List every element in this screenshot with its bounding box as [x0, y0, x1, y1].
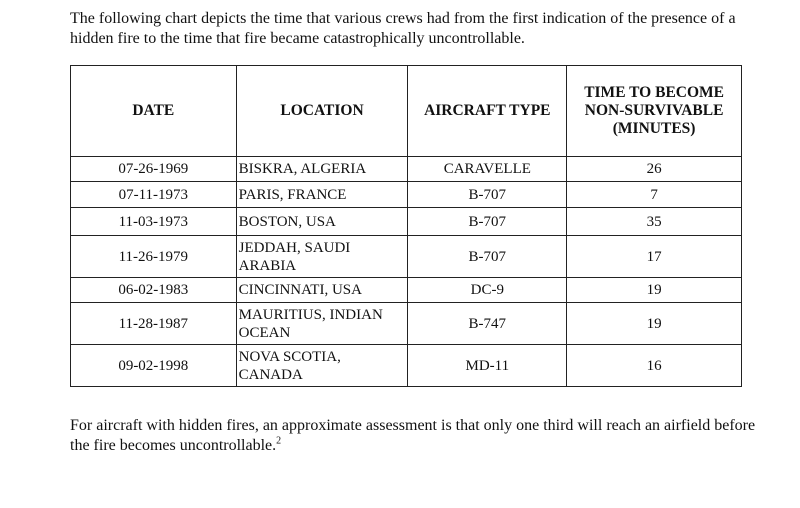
cell-minutes: 19 [567, 303, 742, 345]
cell-aircraft: B-747 [408, 303, 567, 345]
cell-minutes: 7 [567, 182, 742, 208]
table-row [71, 208, 742, 236]
cell-date: 09-02-1998 [71, 345, 237, 387]
header-time-to-non-survivable: TIME TO BECOME NON-SURVIVABLE (MINUTES) [567, 66, 742, 157]
cell-minutes: 19 [567, 278, 742, 303]
cell-aircraft: B-707 [408, 182, 567, 208]
cell-aircraft: MD-11 [408, 345, 567, 387]
cell-aircraft: B-707 [408, 236, 567, 278]
cell-date: 07-26-1969 [71, 157, 237, 182]
header-location: LOCATION [236, 66, 408, 157]
cell-aircraft: DC-9 [408, 278, 567, 303]
header-aircraft-type: AIRCRAFT TYPE [408, 66, 567, 157]
cell-minutes: 17 [567, 236, 742, 278]
cell-location: CINCINNATI, USA [236, 278, 408, 303]
intro-paragraph: The following chart depicts the time that various crews had from the first indication of the presence of a hidden fire to the time that fire became catastrophically uncontrollable. [70, 10, 736, 47]
cell-location: MAURITIUS, INDIAN OCEAN [236, 303, 408, 345]
conclusion-text: For aircraft with hidden fires, an approximate assessment is that only one third will reach an airfield before the fire becomes uncontrollable. [70, 417, 756, 454]
table-row [71, 157, 742, 182]
cell-aircraft: CARAVELLE [408, 157, 567, 182]
cell-date: 11-03-1973 [71, 208, 237, 236]
cell-location: PARIS, FRANCE [236, 182, 408, 208]
table-row [71, 303, 742, 345]
cell-location: BISKRA, ALGERIA [236, 157, 408, 182]
cell-date: 11-28-1987 [71, 303, 237, 345]
header-date: DATE [71, 66, 237, 157]
table-row [71, 345, 742, 387]
cell-date: 11-26-1979 [71, 236, 237, 278]
table-row [71, 182, 742, 208]
cell-aircraft: B-707 [408, 208, 567, 236]
hidden-fire-table [70, 65, 742, 387]
table-header-row [71, 66, 742, 157]
conclusion-paragraph [70, 416, 770, 456]
cell-location: JEDDAH, SAUDI ARABIA [236, 236, 408, 278]
table-row [71, 278, 742, 303]
footnote-marker: 2 [276, 435, 282, 447]
cell-minutes: 26 [567, 157, 742, 182]
table-row [71, 236, 742, 278]
cell-date: 06-02-1983 [71, 278, 237, 303]
cell-location: NOVA SCOTIA, CANADA [236, 345, 408, 387]
cell-date: 07-11-1973 [71, 182, 237, 208]
cell-location: BOSTON, USA [236, 208, 408, 236]
cell-minutes: 35 [567, 208, 742, 236]
cell-minutes: 16 [567, 345, 742, 387]
